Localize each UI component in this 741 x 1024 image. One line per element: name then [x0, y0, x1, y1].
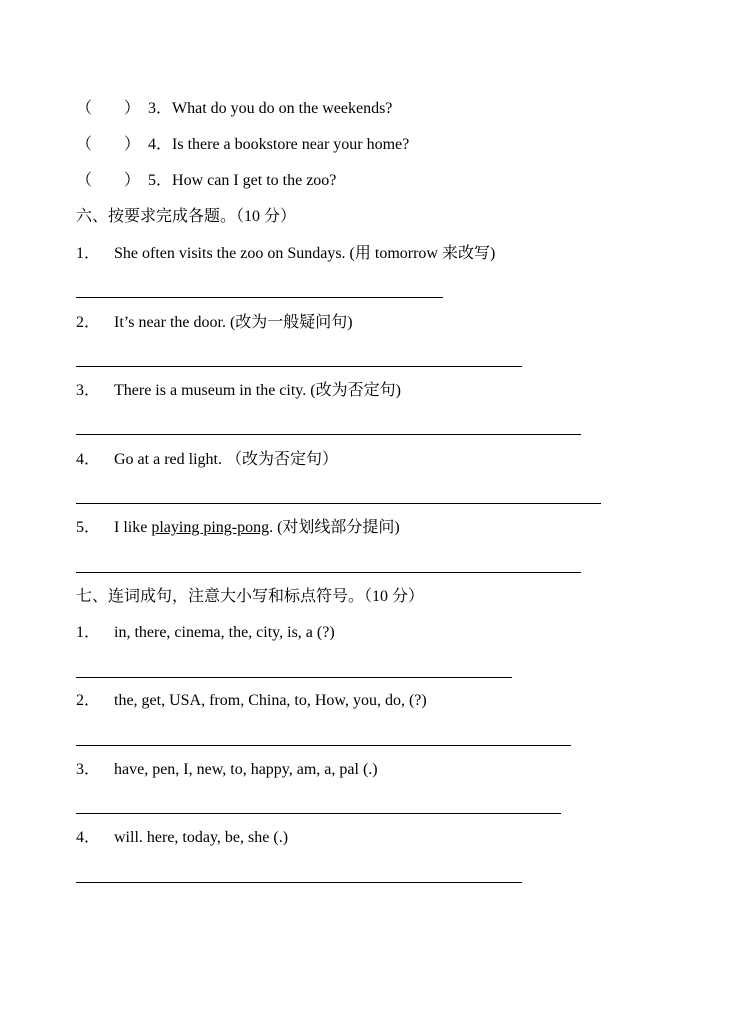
item-number: 1． — [76, 624, 101, 641]
item-text: have, pen, I, new, to, happy, am, a, pal (.) — [114, 761, 378, 778]
answer-line[interactable] — [76, 572, 581, 573]
item-text: the, get, USA, from, China, to, How, you, do, (?) — [114, 692, 427, 709]
section-6-item-3 — [76, 381, 401, 401]
answer-bracket[interactable]: （ ） — [76, 100, 141, 117]
item-number: 4． — [148, 136, 173, 153]
matching-item-4 — [76, 135, 409, 155]
matching-item-5 — [76, 171, 336, 191]
item-number: 4． — [76, 451, 101, 468]
item-text: How can I get to the zoo? — [172, 172, 337, 189]
answer-bracket[interactable]: （ ） — [76, 172, 141, 189]
item-text: What do you do on the weekends? — [172, 100, 393, 117]
item-text: She often visits the zoo on Sundays. (用 tomorrow 来改写) — [114, 245, 496, 262]
item-number: 5． — [76, 519, 101, 536]
item-number: 5． — [148, 172, 173, 189]
item-number: 2． — [76, 314, 101, 331]
item-text: It’s near the door. (改为一般疑问句) — [114, 314, 353, 331]
answer-bracket[interactable]: （ ） — [76, 136, 141, 153]
answer-line[interactable] — [76, 297, 443, 298]
answer-line[interactable] — [76, 434, 581, 435]
section-7-item-4 — [76, 828, 288, 848]
item-text: Is there a bookstore near your home? — [172, 136, 410, 153]
item-number: 4． — [76, 829, 101, 846]
underlined-phrase: playing ping-pong — [151, 519, 270, 536]
section-6-item-1 — [76, 244, 495, 264]
answer-line[interactable] — [76, 745, 571, 746]
answer-line[interactable] — [76, 882, 522, 883]
item-text-pre: I like — [114, 519, 152, 536]
matching-item-3 — [76, 99, 392, 119]
answer-line[interactable] — [76, 677, 512, 678]
section-7-item-2 — [76, 691, 427, 711]
item-number: 3． — [148, 100, 173, 117]
item-text: in, there, cinema, the, city, is, a (?) — [114, 624, 335, 641]
section-7-heading: 七、连词成句，注意大小写和标点符号。（10 分） — [76, 588, 425, 605]
section-6-item-4 — [76, 450, 338, 470]
item-text: Go at a red light. （改为否定句） — [114, 451, 338, 468]
item-number: 1． — [76, 245, 101, 262]
answer-line[interactable] — [76, 503, 601, 504]
item-number: 3． — [76, 761, 101, 778]
section-7-item-3 — [76, 760, 378, 780]
item-text: will. here, today, be, she (.) — [114, 829, 289, 846]
answer-line[interactable] — [76, 366, 522, 367]
item-text: There is a museum in the city. (改为否定句) — [114, 382, 401, 399]
section-6-item-2 — [76, 313, 353, 333]
section-6-heading: 六、按要求完成各题。（10 分） — [76, 208, 297, 225]
item-number: 3． — [76, 382, 101, 399]
answer-line[interactable] — [76, 813, 561, 814]
section-7-item-1 — [76, 623, 335, 643]
item-number: 2． — [76, 692, 101, 709]
item-text-post: . (对划线部分提问) — [269, 519, 400, 536]
section-6-item-5 — [76, 518, 400, 538]
